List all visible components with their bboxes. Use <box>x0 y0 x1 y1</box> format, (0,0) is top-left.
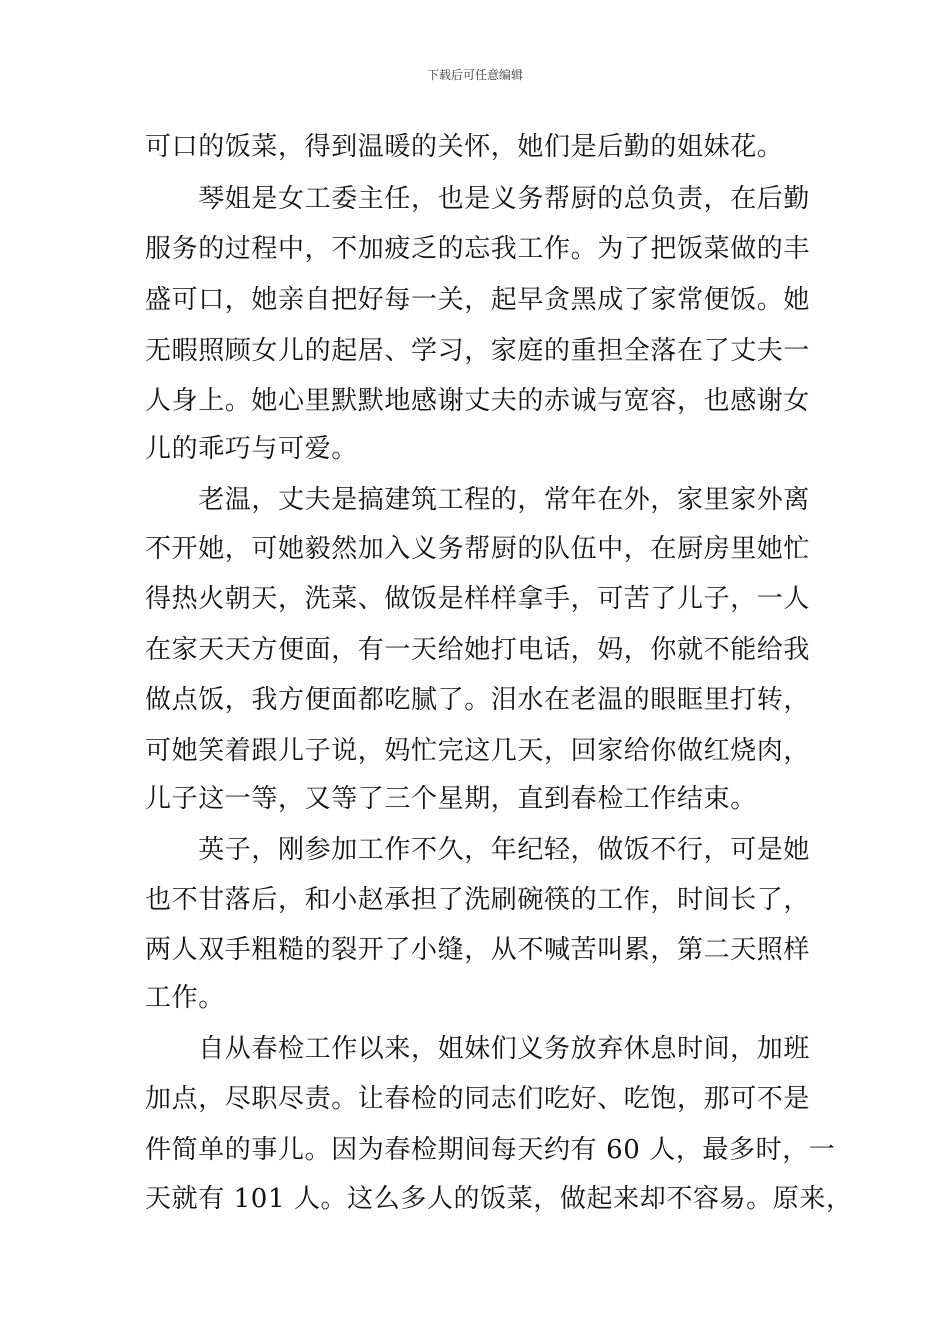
text-line: 做点饭，我方便面都吃腻了。泪水在老温的眼眶里打转， <box>145 685 811 715</box>
text-line: 不开她，可她毅然加入义务帮厨的队伍中，在厨房里她忙 <box>145 534 811 564</box>
text-line: 件简单的事儿。因为春检期间每天约有 60 人，最多时，一 <box>145 1135 836 1165</box>
text-line: 老温，丈夫是搞建筑工程的，常年在外，家里家外离 <box>145 485 811 515</box>
text-line: 儿子这一等，又等了三个星期，直到春检工作结束。 <box>145 784 757 814</box>
text-line: 得热火朝天，洗菜、做饭是样样拿手，可苦了儿子，一人 <box>145 584 811 614</box>
text-line: 自从春检工作以来，姐妹们义务放弃休息时间，加班 <box>145 1034 811 1064</box>
text-line: 也不甘落后，和小赵承担了洗刷碗筷的工作，时间长了， <box>145 885 811 915</box>
text-line: 儿的乖巧与可爱。 <box>145 434 358 464</box>
text-line: 无暇照顾女儿的起居、学习，家庭的重担全落在了丈夫一 <box>145 336 811 366</box>
text-line: 琴姐是女工委主任，也是义务帮厨的总负责，在后勤 <box>145 184 811 214</box>
text-line: 盛可口，她亲自把好每一关，起早贪黑成了家常便饭。她 <box>145 285 811 315</box>
text-line: 可她笑着跟儿子说，妈忙完这几天，回家给你做红烧肉， <box>145 736 811 766</box>
text-line: 加点，尽职尽责。让春检的同志们吃好、吃饱，那可不是 <box>145 1084 811 1114</box>
text-line: 人身上。她心里默默地感谢丈夫的赤诚与宽容，也感谢女 <box>145 386 811 416</box>
text-line: 两人双手粗糙的裂开了小缝，从不喊苦叫累，第二天照样 <box>145 935 811 965</box>
text-line: 可口的饭菜，得到温暖的关怀，她们是后勤的姐妹花。 <box>145 132 784 162</box>
text-line: 英子，刚参加工作不久，年纪轻，做饭不行，可是她 <box>145 835 811 865</box>
page-header: 下载后可任意编辑 <box>426 68 523 82</box>
text-line: 服务的过程中，不加疲乏的忘我工作。为了把饭菜做的丰 <box>145 234 811 264</box>
text-line: 工作。 <box>145 983 225 1013</box>
text-line: 在家天天方便面，有一天给她打电话，妈，你就不能给我 <box>145 635 811 665</box>
text-line: 天就有 101 人。这么多人的饭菜，做起来却不容易。原来， <box>145 1184 853 1214</box>
